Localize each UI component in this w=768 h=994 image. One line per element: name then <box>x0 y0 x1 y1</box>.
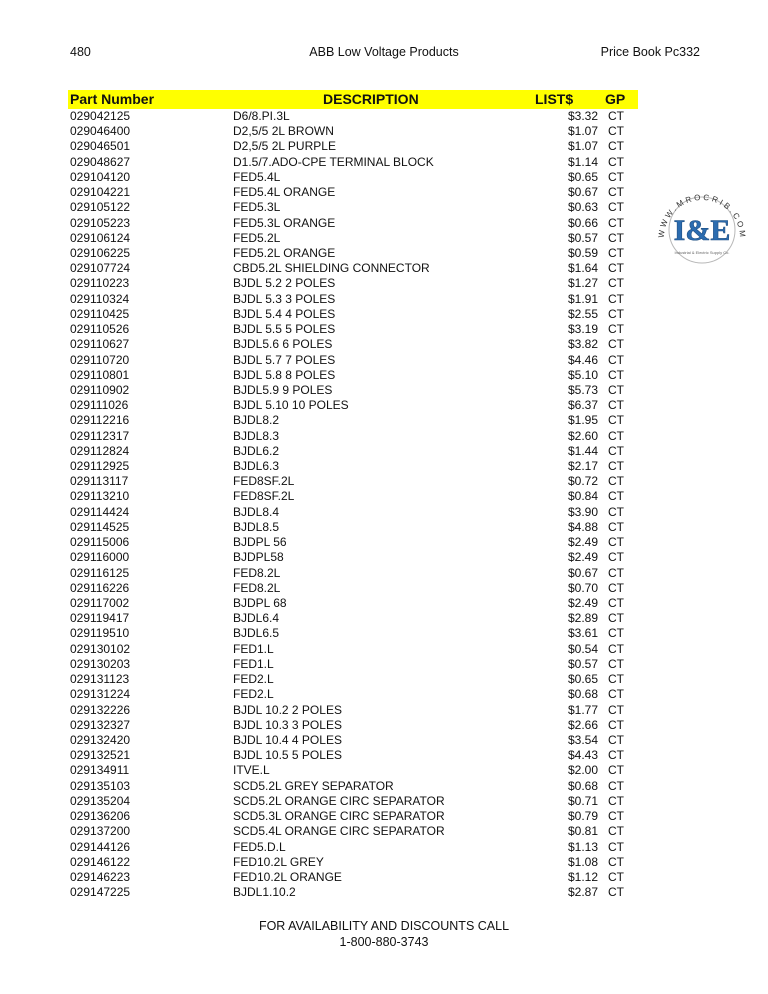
gp-cell: CT <box>608 687 624 702</box>
part-number-cell: 029135103 <box>70 778 131 793</box>
list-price-cell: $3.54 <box>567 732 598 747</box>
table-row <box>68 672 638 687</box>
list-price-cell: $0.70 <box>567 580 598 595</box>
table-row <box>68 535 638 550</box>
description-cell: FED2.L <box>233 687 274 702</box>
part-number-cell: 029106225 <box>70 245 131 260</box>
description-cell: D2,5/5 2L BROWN <box>233 124 334 139</box>
table-row <box>68 748 638 763</box>
part-number-cell: 029137200 <box>70 824 131 839</box>
description-cell: FED8SF.2L <box>233 489 295 504</box>
gp-cell: CT <box>608 337 624 352</box>
table-row <box>68 413 638 428</box>
part-number-cell: 029116125 <box>70 565 130 580</box>
description-cell: BJDL5.9 9 POLES <box>233 382 333 397</box>
table-row <box>68 109 638 124</box>
description-cell: D6/8.PI.3L <box>233 109 290 123</box>
part-number-cell: 029110324 <box>70 291 130 306</box>
description-cell: BJDL6.4 <box>233 611 280 626</box>
list-price-cell: $6.37 <box>567 398 598 413</box>
list-price-cell: $0.65 <box>567 672 598 687</box>
table-row <box>68 139 638 154</box>
list-price-cell: $1.08 <box>567 854 598 869</box>
part-number-cell: 029130102 <box>70 641 131 656</box>
gp-cell: CT <box>608 732 624 747</box>
part-number-cell: 029136206 <box>70 809 131 824</box>
description-cell: BJDL 10.5 5 POLES <box>233 748 342 763</box>
part-number-cell: 029105223 <box>70 215 131 230</box>
part-number-cell: 029110801 <box>70 367 130 382</box>
list-price-cell: $2.87 <box>567 885 598 900</box>
gp-cell: CT <box>608 245 624 260</box>
gp-cell: CT <box>608 763 624 778</box>
part-number-cell: 029042125 <box>70 109 131 123</box>
part-number-cell: 029110223 <box>70 276 130 291</box>
table-row <box>68 870 638 885</box>
gp-cell: CT <box>608 443 624 458</box>
description-cell: SCD5.4L ORANGE CIRC SEPARATOR <box>233 824 445 839</box>
price-book-label: Price Book Pc332 <box>600 45 700 59</box>
part-number-cell: 029119510 <box>70 626 130 641</box>
table-row <box>68 687 638 702</box>
list-price-cell: $2.49 <box>567 535 598 550</box>
table-row <box>68 353 638 368</box>
gp-cell: CT <box>608 824 624 839</box>
part-number-cell: 029131224 <box>70 687 131 702</box>
part-number-cell: 029111026 <box>70 398 129 413</box>
description-cell: FED8SF.2L <box>233 474 295 489</box>
document-title: ABB Low Voltage Products <box>309 45 459 59</box>
table-row <box>68 459 638 474</box>
price-table <box>68 90 638 900</box>
gp-cell: CT <box>608 413 624 428</box>
table-row <box>68 550 638 565</box>
gp-cell: CT <box>608 489 624 504</box>
description-cell: BJDPL 56 <box>233 535 287 550</box>
gp-cell: CT <box>608 809 624 824</box>
list-price-cell: $0.81 <box>567 824 598 839</box>
table-row <box>68 124 638 139</box>
table-row <box>68 581 638 596</box>
gp-cell: CT <box>608 109 624 123</box>
table-row <box>68 383 638 398</box>
gp-cell: CT <box>608 154 624 169</box>
part-number-cell: 029046400 <box>70 124 131 139</box>
footer-availability-text: FOR AVAILABILITY AND DISCOUNTS CALL <box>258 919 510 933</box>
table-row <box>68 657 638 672</box>
description-cell: SCD5.2L ORANGE CIRC SEPARATOR <box>233 793 445 808</box>
list-price-cell: $2.60 <box>567 428 598 443</box>
list-price-cell: $1.91 <box>567 291 598 306</box>
part-number-cell: 029112925 <box>70 459 130 474</box>
table-row <box>68 596 638 611</box>
description-cell: BJDPL 68 <box>233 596 287 610</box>
table-row <box>68 733 638 748</box>
description-cell: ITVE.L <box>233 763 270 778</box>
gp-cell: CT <box>608 839 624 854</box>
description-cell: FED8.2L <box>233 565 281 580</box>
list-price-cell: $5.10 <box>567 367 598 382</box>
list-price-cell: $0.68 <box>567 778 598 793</box>
description-cell: BJDPL58 <box>233 550 284 565</box>
table-header <box>68 90 638 109</box>
description-cell: FED8.2L <box>233 580 281 595</box>
table-row <box>68 474 638 489</box>
table-row <box>68 216 638 231</box>
part-number-cell: 029115006 <box>70 535 130 550</box>
gp-cell: CT <box>608 215 624 230</box>
gp-cell: CT <box>608 322 624 337</box>
table-row <box>68 763 638 778</box>
table-row <box>68 840 638 855</box>
table-row <box>68 276 638 291</box>
description-cell: BJDL 10.4 4 POLES <box>233 732 342 747</box>
part-number-cell: 029113117 <box>70 474 129 489</box>
gp-cell: CT <box>608 793 624 808</box>
header-list-price: LIST$ <box>535 91 574 107</box>
description-cell: BJDL8.3 <box>233 428 280 443</box>
table-row <box>68 337 638 352</box>
header-part-number: Part Number <box>70 91 155 107</box>
gp-cell: CT <box>608 504 624 519</box>
table-body <box>68 109 638 900</box>
table-row <box>68 703 638 718</box>
list-price-cell: $1.07 <box>567 124 598 139</box>
table-row <box>68 718 638 733</box>
table-row <box>68 155 638 170</box>
description-cell: FED1.L <box>233 641 274 656</box>
gp-cell: CT <box>608 306 624 321</box>
description-cell: FED5.4L ORANGE <box>233 185 336 200</box>
list-price-cell: $4.43 <box>567 748 598 763</box>
gp-cell: CT <box>608 382 624 397</box>
list-price-cell: $0.59 <box>567 245 598 260</box>
list-price-cell: $0.57 <box>567 230 598 245</box>
part-number-cell: 029144126 <box>70 839 131 854</box>
table-row <box>68 566 638 581</box>
logo-arc-text: WWW.MROCRIB.COM <box>656 192 748 240</box>
list-price-cell: $3.19 <box>567 322 598 337</box>
gp-cell: CT <box>608 550 624 565</box>
list-price-cell: $2.55 <box>567 306 598 321</box>
gp-cell: CT <box>608 459 624 474</box>
description-cell: FED5.2L ORANGE <box>233 245 336 260</box>
gp-cell: CT <box>608 169 624 184</box>
gp-cell: CT <box>608 367 624 382</box>
table-row <box>68 444 638 459</box>
table-row <box>68 246 638 261</box>
description-cell: BJDL5.6 6 POLES <box>233 337 333 352</box>
description-cell: FED5.4L <box>233 169 281 184</box>
list-price-cell: $1.95 <box>567 413 598 428</box>
gp-cell: CT <box>608 261 624 276</box>
table-row <box>68 626 638 641</box>
part-number-cell: 029132521 <box>70 748 131 763</box>
gp-cell: CT <box>608 596 624 610</box>
description-cell: BJDL8.5 <box>233 519 280 534</box>
description-cell: BJDL8.4 <box>233 504 280 519</box>
description-cell: FED5.3L ORANGE <box>233 215 336 230</box>
table-row <box>68 292 638 307</box>
description-cell: BJDL 5.8 8 POLES <box>233 367 336 382</box>
gp-cell: CT <box>608 611 624 626</box>
description-cell: FED10.2L ORANGE <box>233 869 342 884</box>
part-number-cell: 029110627 <box>70 337 130 352</box>
logo-mark: I&E <box>673 214 731 247</box>
list-price-cell: $4.46 <box>567 352 598 367</box>
header-gp: GP <box>605 91 626 107</box>
part-number-cell: 029117002 <box>70 596 130 610</box>
table-row <box>68 368 638 383</box>
description-cell: SCD5.2L GREY SEPARATOR <box>233 778 394 793</box>
table-row <box>68 824 638 839</box>
gp-cell: CT <box>608 580 624 595</box>
gp-cell: CT <box>608 230 624 245</box>
table-row <box>68 520 638 535</box>
list-price-cell: $3.90 <box>567 504 598 519</box>
part-number-cell: 029110720 <box>70 352 130 367</box>
list-price-cell: $3.61 <box>567 626 598 641</box>
description-cell: BJDL 5.10 10 POLES <box>233 398 349 413</box>
list-price-cell: $0.84 <box>567 489 598 504</box>
description-cell: FED10.2L GREY <box>233 854 324 869</box>
part-number-cell: 029116000 <box>70 550 130 565</box>
table-row <box>68 642 638 657</box>
list-price-cell: $2.00 <box>567 763 598 778</box>
part-number-cell: 029112216 <box>70 413 130 428</box>
list-price-cell: $1.77 <box>567 702 598 717</box>
list-price-cell: $5.73 <box>567 382 598 397</box>
part-number-cell: 029114424 <box>70 504 130 519</box>
list-price-cell: $2.49 <box>567 550 598 565</box>
gp-cell: CT <box>608 428 624 443</box>
part-number-cell: 029106124 <box>70 230 131 245</box>
description-cell: BJDL6.5 <box>233 626 280 641</box>
part-number-cell: 029132420 <box>70 732 131 747</box>
list-price-cell: $2.89 <box>567 611 598 626</box>
description-cell: BJDL6.3 <box>233 459 280 474</box>
part-number-cell: 029104120 <box>70 169 131 184</box>
description-cell: FED5.D.L <box>233 839 286 854</box>
table-row <box>68 809 638 824</box>
list-price-cell: $4.88 <box>567 519 598 534</box>
description-cell: FED1.L <box>233 656 274 671</box>
gp-cell: CT <box>608 641 624 656</box>
table-row <box>68 261 638 276</box>
gp-cell: CT <box>608 185 624 200</box>
part-number-cell: 029113210 <box>70 489 130 504</box>
table-row <box>68 855 638 870</box>
gp-cell: CT <box>608 291 624 306</box>
gp-cell: CT <box>608 885 624 900</box>
part-number-cell: 029116226 <box>70 580 130 595</box>
gp-cell: CT <box>608 656 624 671</box>
list-price-cell: $3.32 <box>567 109 598 123</box>
part-number-cell: 029146223 <box>70 869 131 884</box>
description-cell: D1.5/7.ADO-CPE TERMINAL BLOCK <box>233 154 434 169</box>
gp-cell: CT <box>608 139 624 154</box>
list-price-cell: $0.79 <box>567 809 598 824</box>
description-cell: BJDL 10.3 3 POLES <box>233 717 342 732</box>
description-cell: BJDL 5.7 7 POLES <box>233 352 336 367</box>
list-price-cell: $2.49 <box>567 596 598 610</box>
gp-cell: CT <box>608 124 624 139</box>
list-price-cell: $0.68 <box>567 687 598 702</box>
part-number-cell: 029110526 <box>70 322 130 337</box>
part-number-cell: 029105122 <box>70 200 131 215</box>
table-row <box>68 505 638 520</box>
table-row <box>68 429 638 444</box>
description-cell: D2,5/5 2L PURPLE <box>233 139 336 154</box>
part-number-cell: 029104221 <box>70 185 131 200</box>
table-row <box>68 307 638 322</box>
gp-cell: CT <box>608 535 624 550</box>
gp-cell: CT <box>608 778 624 793</box>
list-price-cell: $1.14 <box>567 154 598 169</box>
part-number-cell: 029048627 <box>70 154 131 169</box>
list-price-cell: $0.65 <box>567 169 598 184</box>
list-price-cell: $2.17 <box>567 459 598 474</box>
part-number-cell: 029131123 <box>70 672 130 687</box>
gp-cell: CT <box>608 869 624 884</box>
part-number-cell: 029112824 <box>70 443 130 458</box>
gp-cell: CT <box>608 519 624 534</box>
part-number-cell: 029134911 <box>70 763 130 778</box>
part-number-cell: 029130203 <box>70 656 131 671</box>
list-price-cell: $1.64 <box>567 261 598 276</box>
footer <box>0 918 768 950</box>
part-number-cell: 029110425 <box>70 306 130 321</box>
description-cell: BJDL 5.5 5 POLES <box>233 322 336 337</box>
list-price-cell: $0.72 <box>567 474 598 489</box>
gp-cell: CT <box>608 702 624 717</box>
description-cell: FED5.2L <box>233 230 281 245</box>
part-number-cell: 029132226 <box>70 702 131 717</box>
list-price-cell: $0.66 <box>567 215 598 230</box>
description-cell: BJDL 5.4 4 POLES <box>233 306 336 321</box>
table-row <box>68 185 638 200</box>
list-price-cell: $0.63 <box>567 200 598 215</box>
table-row <box>68 398 638 413</box>
description-cell: CBD5.2L SHIELDING CONNECTOR <box>233 261 430 276</box>
list-price-cell: $0.54 <box>567 641 598 656</box>
part-number-cell: 029147225 <box>70 885 131 900</box>
gp-cell: CT <box>608 398 624 413</box>
part-number-cell: 029110902 <box>70 382 130 397</box>
description-cell: BJDL8.2 <box>233 413 280 428</box>
table-row <box>68 611 638 626</box>
list-price-cell: $0.67 <box>567 185 598 200</box>
logo-tagline: Industrial & Electric Supply Co. <box>674 250 730 255</box>
list-price-cell: $0.57 <box>567 656 598 671</box>
list-price-cell: $1.07 <box>567 139 598 154</box>
table-row <box>68 200 638 215</box>
list-price-cell: $1.44 <box>567 443 598 458</box>
part-number-cell: 029046501 <box>70 139 131 154</box>
part-number-cell: 029119417 <box>70 611 130 626</box>
gp-cell: CT <box>608 717 624 732</box>
list-price-cell: $1.13 <box>567 839 598 854</box>
gp-cell: CT <box>608 474 624 489</box>
table-row <box>68 885 638 900</box>
gp-cell: CT <box>608 200 624 215</box>
description-cell: BJDL6.2 <box>233 443 280 458</box>
description-cell: SCD5.3L ORANGE CIRC SEPARATOR <box>233 809 445 824</box>
table-row <box>68 170 638 185</box>
table-row <box>68 794 638 809</box>
part-number-cell: 029146122 <box>70 854 131 869</box>
description-cell: BJDL 5.2 2 POLES <box>233 276 336 291</box>
list-price-cell: $1.27 <box>567 276 598 291</box>
page-number: 480 <box>70 45 91 59</box>
list-price-cell: $1.12 <box>567 869 598 884</box>
list-price-cell: $3.82 <box>567 337 598 352</box>
footer-phone-number: 1-800-880-3743 <box>339 935 429 949</box>
list-price-cell: $0.67 <box>567 565 598 580</box>
description-cell: FED5.3L <box>233 200 281 215</box>
table-row <box>68 322 638 337</box>
table-row <box>68 779 638 794</box>
list-price-cell: $0.71 <box>567 793 598 808</box>
part-number-cell: 029132327 <box>70 717 131 732</box>
ie-logo <box>650 178 754 282</box>
header-description: DESCRIPTION <box>323 91 419 107</box>
gp-cell: CT <box>608 352 624 367</box>
part-number-cell: 029112317 <box>70 428 130 443</box>
part-number-cell: 029107724 <box>70 261 131 276</box>
description-cell: BJDL 5.3 3 POLES <box>233 291 336 306</box>
table-row <box>68 231 638 246</box>
gp-cell: CT <box>608 748 624 763</box>
gp-cell: CT <box>608 565 624 580</box>
table-row <box>68 489 638 504</box>
gp-cell: CT <box>608 854 624 869</box>
gp-cell: CT <box>608 276 624 291</box>
part-number-cell: 029135204 <box>70 793 131 808</box>
description-cell: BJDL 10.2 2 POLES <box>233 702 342 717</box>
gp-cell: CT <box>608 626 624 641</box>
list-price-cell: $2.66 <box>567 717 598 732</box>
part-number-cell: 029114525 <box>70 519 130 534</box>
description-cell: FED2.L <box>233 672 274 687</box>
gp-cell: CT <box>608 672 624 687</box>
description-cell: BJDL1.10.2 <box>233 885 296 900</box>
